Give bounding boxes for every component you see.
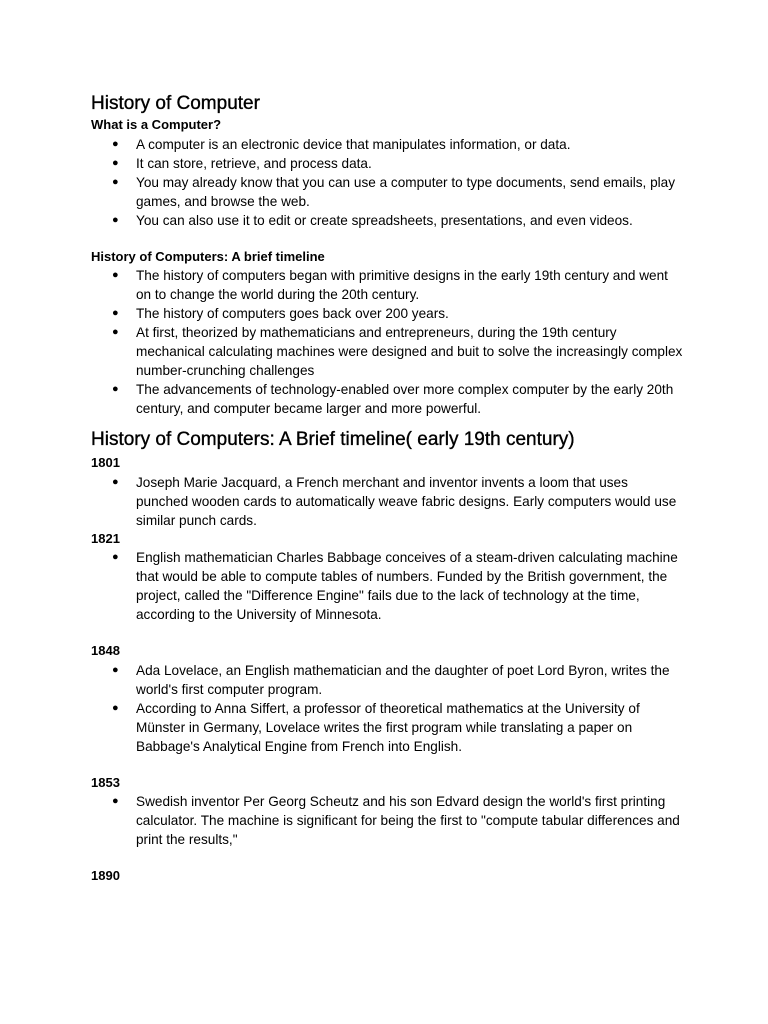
bullet-icon: ● — [112, 269, 119, 281]
bullet-icon: ● — [112, 701, 119, 714]
list-item — [91, 661, 683, 699]
year-label-1821: 1821 — [91, 530, 120, 546]
bullet-icon: ● — [112, 307, 119, 319]
list-item-text: Ada Lovelace, an English mathematician and the daughter of poet Lord Byron, writes the world's first computer program. — [136, 662, 670, 697]
list-item-text: The advancements of technology-enabled over more complex computer by the early 20th century, and computer became larger and more powerful. — [136, 382, 674, 416]
list-item-text: Swedish inventor Per Georg Scheutz and his son Edvard design the world's first printing calculator. The machine is significant for being the first to "compute tabular differences and print the results," — [136, 794, 680, 847]
list-item-text: It can store, retrieve, and process data. — [136, 155, 372, 171]
list-item — [91, 173, 683, 211]
bullet-icon: ● — [112, 663, 119, 676]
bullet-icon: ● — [112, 551, 119, 563]
list-item — [91, 792, 683, 849]
brief-timeline-heading: History of Computers: A brief timeline — [91, 248, 325, 264]
document-title: History of Computer — [91, 93, 260, 114]
list-item-text: You can also use it to edit or create spreadsheets, presentations, and even videos. — [136, 212, 633, 228]
list-item-text: The history of computers began with primitive designs in the early 19th century and went on to change the world during the 20th century. — [136, 268, 668, 302]
year-label-1890: 1890 — [91, 868, 120, 883]
list-item — [91, 380, 683, 418]
year-1821-list — [91, 548, 683, 624]
year-1801-list — [91, 473, 683, 530]
list-item — [91, 211, 683, 230]
bullet-icon: ● — [112, 795, 119, 807]
list-item — [91, 323, 683, 380]
bullet-icon: ● — [112, 383, 119, 395]
bullet-icon: ● — [112, 326, 119, 338]
list-item — [91, 266, 683, 304]
brief-timeline-list — [91, 266, 683, 418]
document-content — [91, 92, 683, 886]
list-item — [91, 304, 683, 323]
what-is-heading: What is a Computer? — [91, 117, 222, 132]
list-item — [91, 699, 683, 756]
bullet-icon: ● — [112, 137, 119, 150]
list-item-text: According to Anna Siffert, a professor of theoretical mathematics at the University of Münster in Germany, Lovelace writes the first program while translating a paper on Babbage's Analytical Engine from French into English. — [136, 700, 640, 754]
list-item-text: At first, theorized by mathematicians and entrepreneurs, during the 19th century mechanical calculating machines were designed and buit to solve the increasingly complex number-crunching challenges — [136, 325, 683, 378]
year-1848-list — [91, 661, 683, 756]
list-item — [91, 473, 683, 530]
bullet-icon: ● — [112, 175, 119, 188]
list-item-text: Joseph Marie Jacquard, a French merchant and inventor invents a loom that uses punched wooden cards to automatically weave fabric designs. Early computers would use similar punch cards. — [136, 474, 677, 528]
section-heading-early-19th-century: History of Computers: A Brief timeline( early 19th century) — [91, 429, 575, 450]
list-item-text: English mathematician Charles Babbage conceives of a steam-driven calculating machine that would be able to compute tables of numbers. Funded by the British government, the project, called the "Difference Engine" fails due to the lack of technology at the time, according to the University of Minnesota. — [136, 550, 678, 622]
bullet-icon: ● — [112, 156, 119, 169]
year-label-1853: 1853 — [91, 774, 120, 790]
bullet-icon: ● — [112, 475, 119, 488]
list-item-text: You may already know that you can use a computer to type documents, send emails, play games, and browse the web. — [136, 174, 676, 209]
year-1853-list — [91, 792, 683, 849]
year-label-1801: 1801 — [91, 455, 120, 470]
what-is-list — [91, 135, 683, 230]
list-item-text: A computer is an electronic device that manipulates information, or data. — [136, 136, 571, 152]
list-item — [91, 154, 683, 173]
bullet-icon: ● — [112, 213, 119, 226]
list-item — [91, 548, 683, 624]
year-label-1848: 1848 — [91, 643, 120, 658]
list-item-text: The history of computers goes back over 200 years. — [136, 306, 449, 321]
list-item — [91, 135, 683, 154]
